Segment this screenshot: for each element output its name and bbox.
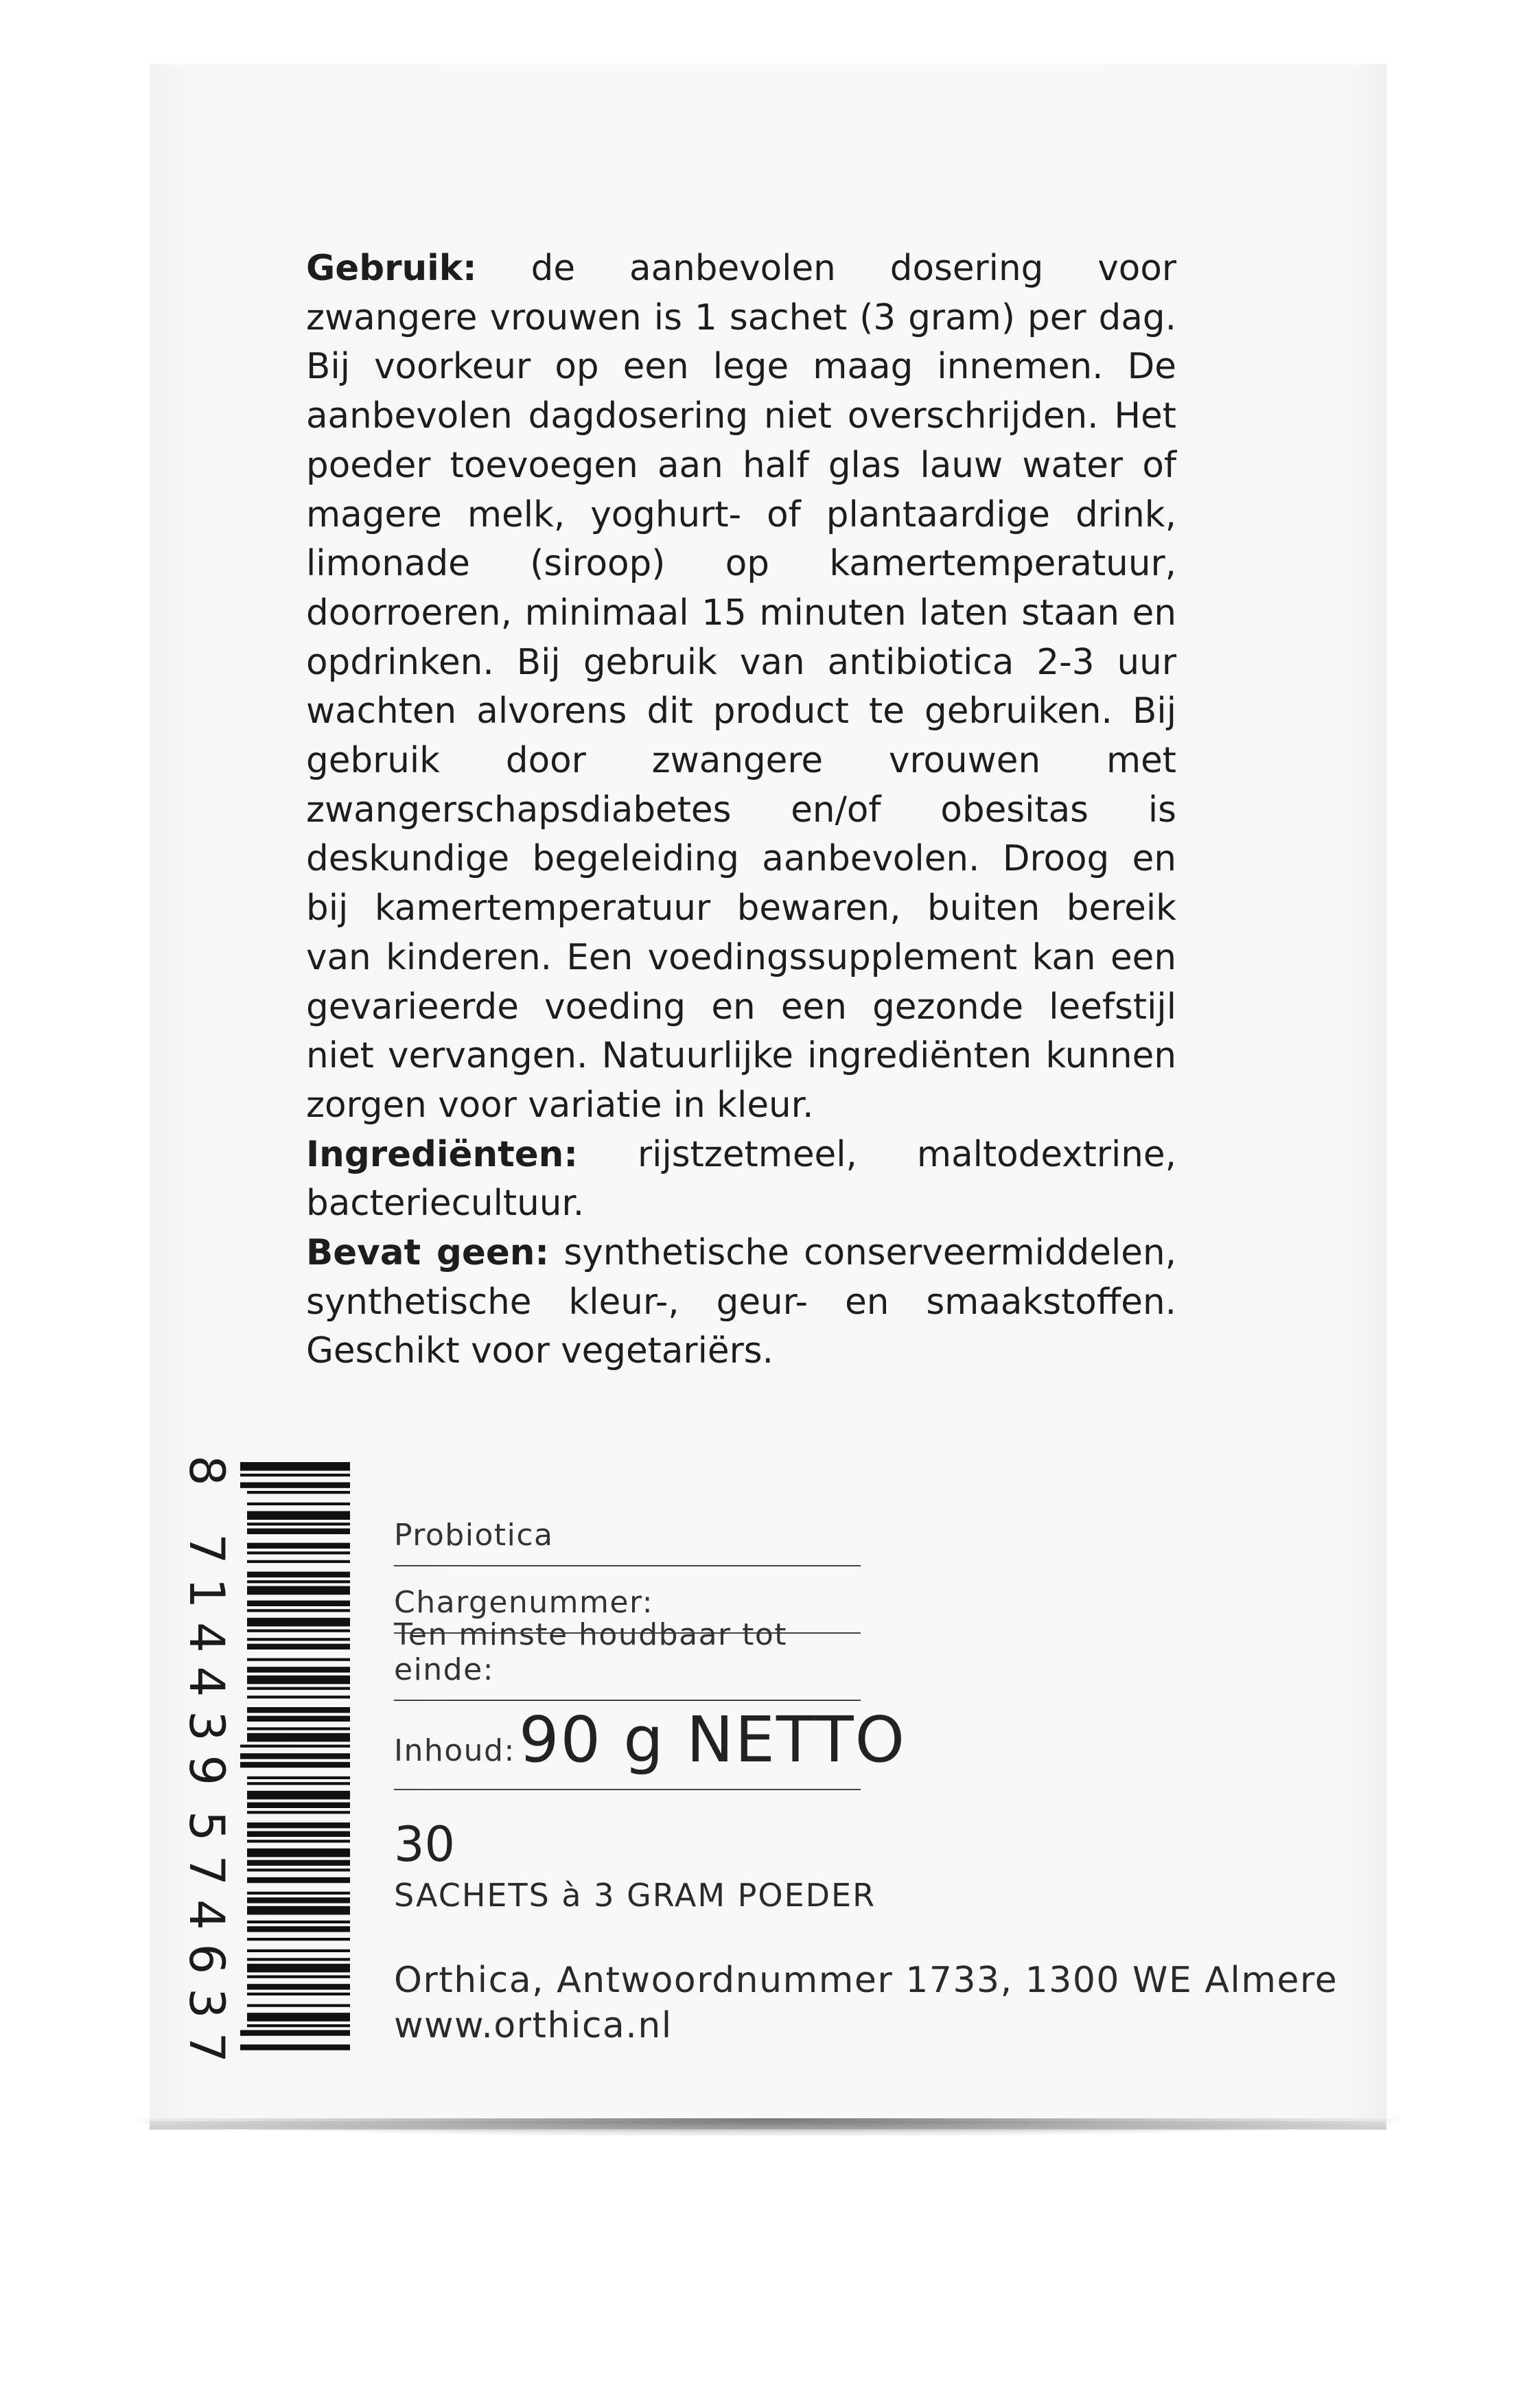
barcode-bar — [247, 1733, 350, 1742]
barcode-bar — [240, 1474, 350, 1477]
barcode-bar — [247, 1586, 350, 1595]
barcode-bar — [247, 1906, 350, 1915]
product-info-text — [306, 244, 1176, 1376]
barcode-bar — [247, 1938, 350, 1941]
usage-text: de aanbevolen dosering voor zwangere vrouwen is 1 sachet (3 gram) per dag. Bij voorkeur op een lege maag innemen. De aanbevolen dagdosering niet overschrijden. Het poeder toevoegen aan half glas lauw water of magere melk, yoghurt- of plantaardige drink, limonade (siroop) op kamertemperatuur, doorroeren, minimaal 15 minuten laten staan en opdrinken. Bij gebruik van antibiotica 2-3 uur wachten alvorens dit product te gebruiken. Bij gebruik door zwangere vrouwen met zwangerschapsdiabetes en/of obesitas is deskundige begeleiding aanbevolen. Droog en bij kamertemperatuur bewaren, buiten bereik van kinderen. Een voedingssupplement kan een gevarieerde voeding en een gezonde leefstijl niet vervangen. Natuurlijke ingrediënten kunnen zorgen voor variatie in kleur. — [306, 248, 1176, 1126]
barcode-digits-group-1: 714439 — [178, 1533, 235, 1800]
barcode-bar — [247, 2004, 350, 2007]
barcode-bar — [247, 1667, 350, 1672]
free-from-paragraph — [306, 1229, 1176, 1376]
barcode-bar — [247, 1976, 350, 1978]
ingredients-text: rijstzetmeel, maltodextrine, bacteriecultuur. — [306, 1133, 1176, 1225]
barcode-bar — [247, 1572, 350, 1577]
barcode-bar — [247, 1877, 350, 1883]
category-field — [394, 1510, 861, 1566]
contents-field — [394, 1701, 907, 1790]
barcode-bar — [247, 1543, 350, 1549]
barcode-bar — [247, 1868, 350, 1871]
barcode-bar — [247, 1511, 350, 1520]
barcode-bar — [247, 2013, 350, 2022]
barcode-bar — [247, 1503, 350, 1505]
barcode-bar — [247, 1840, 350, 1842]
barcode-bar — [247, 1849, 350, 1857]
barcode-bar — [247, 2024, 350, 2027]
barcode-bar — [247, 1551, 350, 1554]
barcode-bar — [247, 1727, 350, 1730]
barcode-bar — [247, 1687, 350, 1690]
category-label: Probiotica — [394, 1518, 554, 1553]
barcode-bar — [247, 1716, 350, 1722]
barcode-bar — [247, 1580, 350, 1583]
barcode-bar — [247, 1926, 350, 1932]
ingredients-paragraph — [306, 1131, 1176, 1229]
barcode-bar — [247, 1707, 350, 1713]
barcode-bar — [247, 1618, 350, 1627]
barcode-bar — [247, 1560, 350, 1563]
barcode-bar — [247, 1491, 350, 1494]
barcode-bar — [247, 1860, 350, 1866]
usage-label: Gebruik: — [306, 248, 477, 289]
barcode-digits-group-2: 574637 — [178, 1811, 235, 2077]
barcode-digit-first: 8 — [178, 1455, 235, 1500]
barcode-bar — [247, 1776, 350, 1779]
address-block — [394, 1958, 1338, 2048]
barcode-bar — [247, 1892, 350, 1895]
barcode-bar — [240, 2044, 350, 2050]
contents-label: Inhoud: — [394, 1733, 515, 1768]
ingredients-label: Ingrediënten: — [306, 1133, 578, 1175]
barcode-bar — [247, 1644, 350, 1649]
barcode-bar — [247, 1958, 350, 1960]
barcode-bar — [247, 1523, 350, 1525]
barcode-bar — [247, 1822, 350, 1828]
contents-value: 90 g NETTO — [519, 1703, 907, 1776]
barcode-bar — [247, 1630, 350, 1632]
free-from-text: synthetische conserveermiddelen, synthetische kleur-, geur- en smaakstoffen. Geschikt voor vegetariërs. — [306, 1232, 1176, 1372]
panel-shadow — [137, 2118, 1400, 2136]
barcode-bar — [247, 1831, 350, 1837]
website-line: www.orthica.nl — [394, 2005, 673, 2046]
barcode-bar — [240, 1753, 350, 1759]
barcode-digits — [178, 1455, 235, 2077]
barcode-bar — [247, 1676, 350, 1685]
sachet-description: SACHETS à 3 GRAM POEDER — [394, 1877, 876, 1914]
barcode-bar — [247, 1609, 350, 1612]
barcode-bar — [247, 1921, 350, 1923]
sachet-count: 30 — [394, 1816, 456, 1873]
barcode-bar — [247, 1803, 350, 1808]
barcode-bar — [247, 1782, 350, 1785]
barcode-bar — [240, 1462, 350, 1471]
barcode-bar — [247, 1993, 350, 1995]
best-before-label: Ten minste houdbaar tot einde: — [394, 1617, 788, 1687]
barcode-bar — [247, 1791, 350, 1800]
product-fields — [394, 1510, 907, 1790]
barcode-bar — [247, 1601, 350, 1606]
barcode-bar — [247, 1658, 350, 1661]
address-line: Orthica, Antwoordnummer 1733, 1300 WE Almere — [394, 1960, 1338, 2001]
barcode-bar — [247, 1695, 350, 1698]
barcode-bar — [247, 1897, 350, 1903]
barcode-bar — [240, 1762, 350, 1768]
barcode-bar — [247, 1964, 350, 1973]
usage-paragraph — [306, 244, 1176, 1131]
barcode-bar — [240, 1482, 350, 1487]
barcode-bar — [240, 1745, 350, 1748]
barcode-bar — [240, 2030, 350, 2035]
barcode-bar — [247, 1949, 350, 1952]
barcode-bar — [247, 1529, 350, 1534]
best-before-field — [394, 1617, 861, 1701]
free-from-label: Bevat geen: — [306, 1232, 550, 1274]
barcode-bar — [247, 1811, 350, 1814]
barcode-bar — [247, 1984, 350, 1989]
batch-label: Chargenummer: — [394, 1585, 654, 1620]
barcode-bar — [247, 1638, 350, 1641]
